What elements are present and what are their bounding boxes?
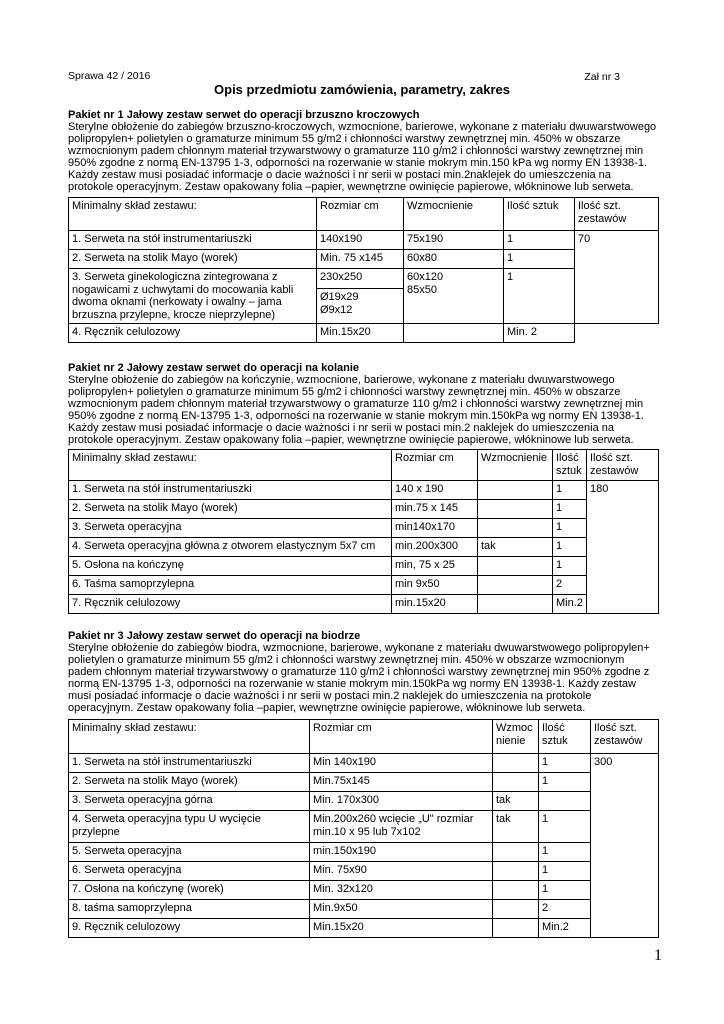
package-2-desc-line: Sterylne obłożenie do zabiegów na kończynie, wzmocnione, barierowe, wykonane z materiału dwuwarstwowego — [68, 374, 615, 386]
table-row — [69, 576, 659, 595]
item-reinforcement — [478, 576, 553, 595]
table-row — [69, 843, 659, 862]
package-1-desc-line: 950% zgodne z normą EN-13795 1-3, odporności na rozerwanie w stanie mokrym min.150 kPa wg normy EN 13938-1. — [68, 157, 648, 169]
table-header-row — [69, 720, 659, 754]
item-reinforcement — [493, 843, 539, 862]
package-3-table — [68, 719, 659, 938]
item-quantity: 1 — [539, 881, 591, 900]
column-header: Rozmiar cm — [392, 450, 478, 481]
item-reinforcement — [493, 900, 539, 919]
item-size: 140x190 — [317, 231, 404, 250]
item-quantity: 1 — [553, 481, 587, 500]
package-2-desc-line: Każdy zestaw musi posiadać informacje o dacie ważności i nr serii w postaci min.2 naklejek do umieszczenia na — [68, 422, 614, 434]
package-3-desc-line: padem chłonnym materiał trzywarstwowy o gramaturze 110 g/m2 i chłonności warstwy zewnętrznej min 950% zgodne z — [68, 666, 650, 678]
item-size: 140 x 190 — [392, 481, 478, 500]
item-size: min, 75 x 25 — [392, 557, 478, 576]
column-header: Ilość szt. zestawów — [591, 720, 659, 754]
table-header-row — [69, 198, 659, 231]
table-row — [69, 773, 659, 792]
item-quantity: 1 — [504, 231, 575, 250]
column-header: Rozmiar cm — [310, 720, 493, 754]
item-quantity: 1 — [539, 754, 591, 773]
package-2-desc-line: polipropylen+ polietylen o gramaturze minimum 55 g/m2 i chłonności warstwy zewnętrznej min. 450% w obszarze — [68, 386, 621, 398]
item-name: 4. Serweta operacyjna typu U wycięcie przylepne — [69, 811, 310, 843]
table-row — [69, 500, 659, 519]
package-1-desc-line: wzmocnionym padem chłonnym materiał trzywarstwowy o gramaturze 110 g/m2 i chłonności warstwy zewnętrznej min — [68, 145, 644, 157]
item-reinforcement: tak — [493, 811, 539, 843]
set-quantity: 300 — [591, 754, 659, 938]
table-row — [69, 481, 659, 500]
item-reinforcement — [478, 481, 553, 500]
set-quantity: 70 — [575, 231, 659, 324]
item-reinforcement: tak — [493, 792, 539, 811]
item-reinforcement: 60x80 — [404, 250, 504, 269]
item-reinforcement — [478, 557, 553, 576]
item-quantity: 1 — [553, 519, 587, 538]
item-reinforcement — [493, 754, 539, 773]
item-size: Min.15x20 — [310, 919, 493, 938]
package-3-desc-line: musi posiadać informacje o dacie ważności i nr serii w postaci min.2 naklejek do umieszczenia na protokole — [68, 690, 592, 702]
item-reinforcement — [493, 919, 539, 938]
package-1-desc-line: polipropylen+ polietylen o gramaturze minimum 55 g/m2 i chłonności warstwy zewnętrznej min. 450% w obszarze — [68, 133, 621, 145]
item-size: Min. 32x120 — [310, 881, 493, 900]
table-row — [69, 231, 659, 250]
column-header: Minimalny skład zestawu: — [69, 198, 317, 231]
page-number: 1 — [654, 947, 662, 964]
item-name: 6. Serweta operacyjna — [69, 862, 310, 881]
package-2-desc-line: wzmocnionym padem chłonnym materiał trzywarstwowy o gramaturze 110 g/m2 i chłonności warstwy zewnętrznej min — [68, 398, 644, 410]
set-quantity: 180 — [587, 481, 659, 614]
item-name: 9. Ręcznik celulozowy — [69, 919, 310, 938]
package-1-desc-line: Sterylne obłożenie do zabiegów brzuszno-kroczowych, wzmocnione, barierowe, wykonane z materiału dwuwarstwowego — [68, 121, 657, 133]
item-size: min.15x20 — [392, 595, 478, 614]
table-row — [69, 792, 659, 811]
table-row — [69, 269, 659, 289]
item-quantity — [539, 792, 591, 811]
item-size: Min.9x50 — [310, 900, 493, 919]
item-name: 4. Ręcznik celulozowy — [69, 324, 317, 343]
page-title: Opis przedmiotu zamówienia, parametry, zakres — [214, 82, 510, 97]
item-size: Min.75x145 — [310, 773, 493, 792]
item-reinforcement — [478, 500, 553, 519]
package-2-table — [68, 449, 659, 614]
item-size: min140x170 — [392, 519, 478, 538]
item-name: 7. Osłona na kończynę (worek) — [69, 881, 310, 900]
column-header: Ilość sztuk — [504, 198, 575, 231]
item-reinforcement — [493, 773, 539, 792]
item-reinforcement: tak — [478, 538, 553, 557]
item-reinforcement: 75x190 — [404, 231, 504, 250]
package-2-title: Pakiet nr 2 Jałowy zestaw serwet do operacji na kolanie — [68, 362, 360, 374]
table-row — [69, 811, 659, 843]
item-size: Min.200x260 wcięcie „U" rozmiar min.10 x 95 lub 7x102 — [310, 811, 493, 843]
item-reinforcement — [493, 881, 539, 900]
case-number: Sprawa 42 / 2016 — [68, 70, 151, 82]
attachment-label: Zał nr 3 — [584, 71, 620, 83]
item-name: 3. Serweta operacyjna górna — [69, 792, 310, 811]
item-quantity: 1 — [539, 843, 591, 862]
package-1-table — [68, 197, 659, 343]
table-row — [69, 919, 659, 938]
item-size: min 9x50 — [392, 576, 478, 595]
item-reinforcement — [493, 862, 539, 881]
item-quantity: 1 — [504, 250, 575, 269]
item-size: min.150x190 — [310, 843, 493, 862]
item-name: 6. Taśma samoprzylepna — [69, 576, 392, 595]
item-name: 3. Serweta operacyjna — [69, 519, 392, 538]
item-reinforcement — [478, 595, 553, 614]
item-name: 3. Serweta ginekologiczna zintegrowana z nogawicami z uchwytami do mocowania kabli dwoma oknami (nerkowaty i owalny – jama brzuszna przylepne, krocze nieprzylepne) — [69, 269, 317, 324]
item-quantity: 2 — [553, 576, 587, 595]
table-row — [69, 557, 659, 576]
item-reinforcement — [404, 324, 504, 343]
table-row — [69, 538, 659, 557]
column-header: Minimalny skład zestawu: — [69, 720, 310, 754]
item-name: 1. Serweta na stół instrumentariuszki — [69, 481, 392, 500]
package-3-desc-line: Sterylne obłożenie do zabiegów biodra, wzmocnione, barierowe, wykonane z materiału dwuwarstwowego polipropylen+ — [68, 642, 650, 654]
item-reinforcement — [478, 519, 553, 538]
item-name: 8. taśma samoprzylepna — [69, 900, 310, 919]
item-quantity: 1 — [539, 862, 591, 881]
table-row — [69, 324, 659, 343]
item-quantity: Min. 2 — [504, 324, 575, 343]
item-quantity: 1 — [504, 269, 575, 324]
table-row — [69, 881, 659, 900]
item-name: 5. Serweta operacyjna — [69, 843, 310, 862]
package-3-desc-line: operacyjnym. Zestaw opakowany folia –papier, wewnętrzne owinięcie papierowe, włókninowe lub serweta. — [68, 702, 586, 714]
item-size: Min 140x190 — [310, 754, 493, 773]
column-header: Rozmiar cm — [317, 198, 404, 231]
item-name: 2. Serweta na stolik Mayo (worek) — [69, 773, 310, 792]
item-size: Min. 75 x145 — [317, 250, 404, 269]
package-1-title: Pakiet nr 1 Jałowy zestaw serwet do operacji brzuszno kroczowych — [68, 109, 420, 121]
item-name: 7. Ręcznik celulozowy — [69, 595, 392, 614]
item-size: min.200x300 — [392, 538, 478, 557]
item-size: 230x250 — [317, 269, 404, 289]
item-name: 1. Serweta na stół instrumentariuszki — [69, 231, 317, 250]
item-reinforcement: 60x120 85x50 — [404, 269, 504, 324]
package-3-title: Pakiet nr 3 Jałowy zestaw serwet do operacji na biodrze — [68, 630, 361, 642]
package-2-desc-line: 950% zgodne z normą EN-13795 1-3, odporności na rozerwanie w stanie mokrym min.150kPa wg normy EN 13938-1. — [68, 410, 644, 422]
item-quantity: Min.2 — [539, 919, 591, 938]
column-header: Ilość szt. zestawów — [575, 198, 659, 231]
item-quantity: 1 — [553, 500, 587, 519]
item-size: Min. 75x90 — [310, 862, 493, 881]
column-header: Wzmocnienie — [478, 450, 553, 481]
package-2-desc-line: protokole operacyjnym. Zestaw opakowany folia –papier, wewnętrzne owinięcie papierowe, włókninowe lub serweta. — [68, 434, 634, 446]
item-name: 1. Serweta na stół instrumentariuszki — [69, 754, 310, 773]
package-1-desc-line: protokole operacyjnym. Zestaw opakowany folia –papier, wewnętrzne owinięcie papierowe, włókninowe lub serweta. — [68, 181, 634, 193]
item-quantity: 1 — [539, 811, 591, 843]
table-row — [69, 250, 659, 269]
item-size-openings: Ø19x29 Ø9x12 — [317, 289, 404, 324]
item-size: Min. 170x300 — [310, 792, 493, 811]
item-size: min.75 x 145 — [392, 500, 478, 519]
item-name: 4. Serweta operacyjna główna z otworem elastycznym 5x7 cm — [69, 538, 392, 557]
table-row — [69, 862, 659, 881]
package-3-desc-line: polietylen o gramaturze minimum 55 g/m2 i chłonności warstwy zewnętrznej min. 450% w obszarze wzmocnionym — [68, 654, 625, 666]
item-quantity: 1 — [553, 538, 587, 557]
item-name: 2. Serweta na stolik Mayo (worek) — [69, 500, 392, 519]
table-row — [69, 595, 659, 614]
column-header: Wzmoc nienie — [493, 720, 539, 754]
item-quantity: 1 — [553, 557, 587, 576]
table-row — [69, 900, 659, 919]
package-1-desc-line: Każdy zestaw musi posiadać informacje o dacie ważności i nr serii w postaci min.2naklejek do umieszczenia na — [68, 169, 611, 181]
table-row — [69, 519, 659, 538]
column-header: Ilość szt. zestawów — [587, 450, 659, 481]
item-quantity: 1 — [539, 773, 591, 792]
item-name: 5. Osłona na kończynę — [69, 557, 392, 576]
item-quantity: Min.2 — [553, 595, 587, 614]
package-3-desc-line: normą EN-13795 1-3, odporności na rozerwanie w stanie mokrym min.150kPa wg normy EN 13938-1. Każdy zestaw — [68, 678, 636, 690]
column-header: Ilość sztuk — [553, 450, 587, 481]
table-row — [69, 754, 659, 773]
column-header: Wzmocnienie — [404, 198, 504, 231]
column-header: Minimalny skład zestawu: — [69, 450, 392, 481]
item-name: 2. Serweta na stolik Mayo (worek) — [69, 250, 317, 269]
item-quantity: 2 — [539, 900, 591, 919]
table-header-row — [69, 450, 659, 481]
item-size: Min.15x20 — [317, 324, 404, 343]
column-header: Ilość sztuk — [539, 720, 591, 754]
